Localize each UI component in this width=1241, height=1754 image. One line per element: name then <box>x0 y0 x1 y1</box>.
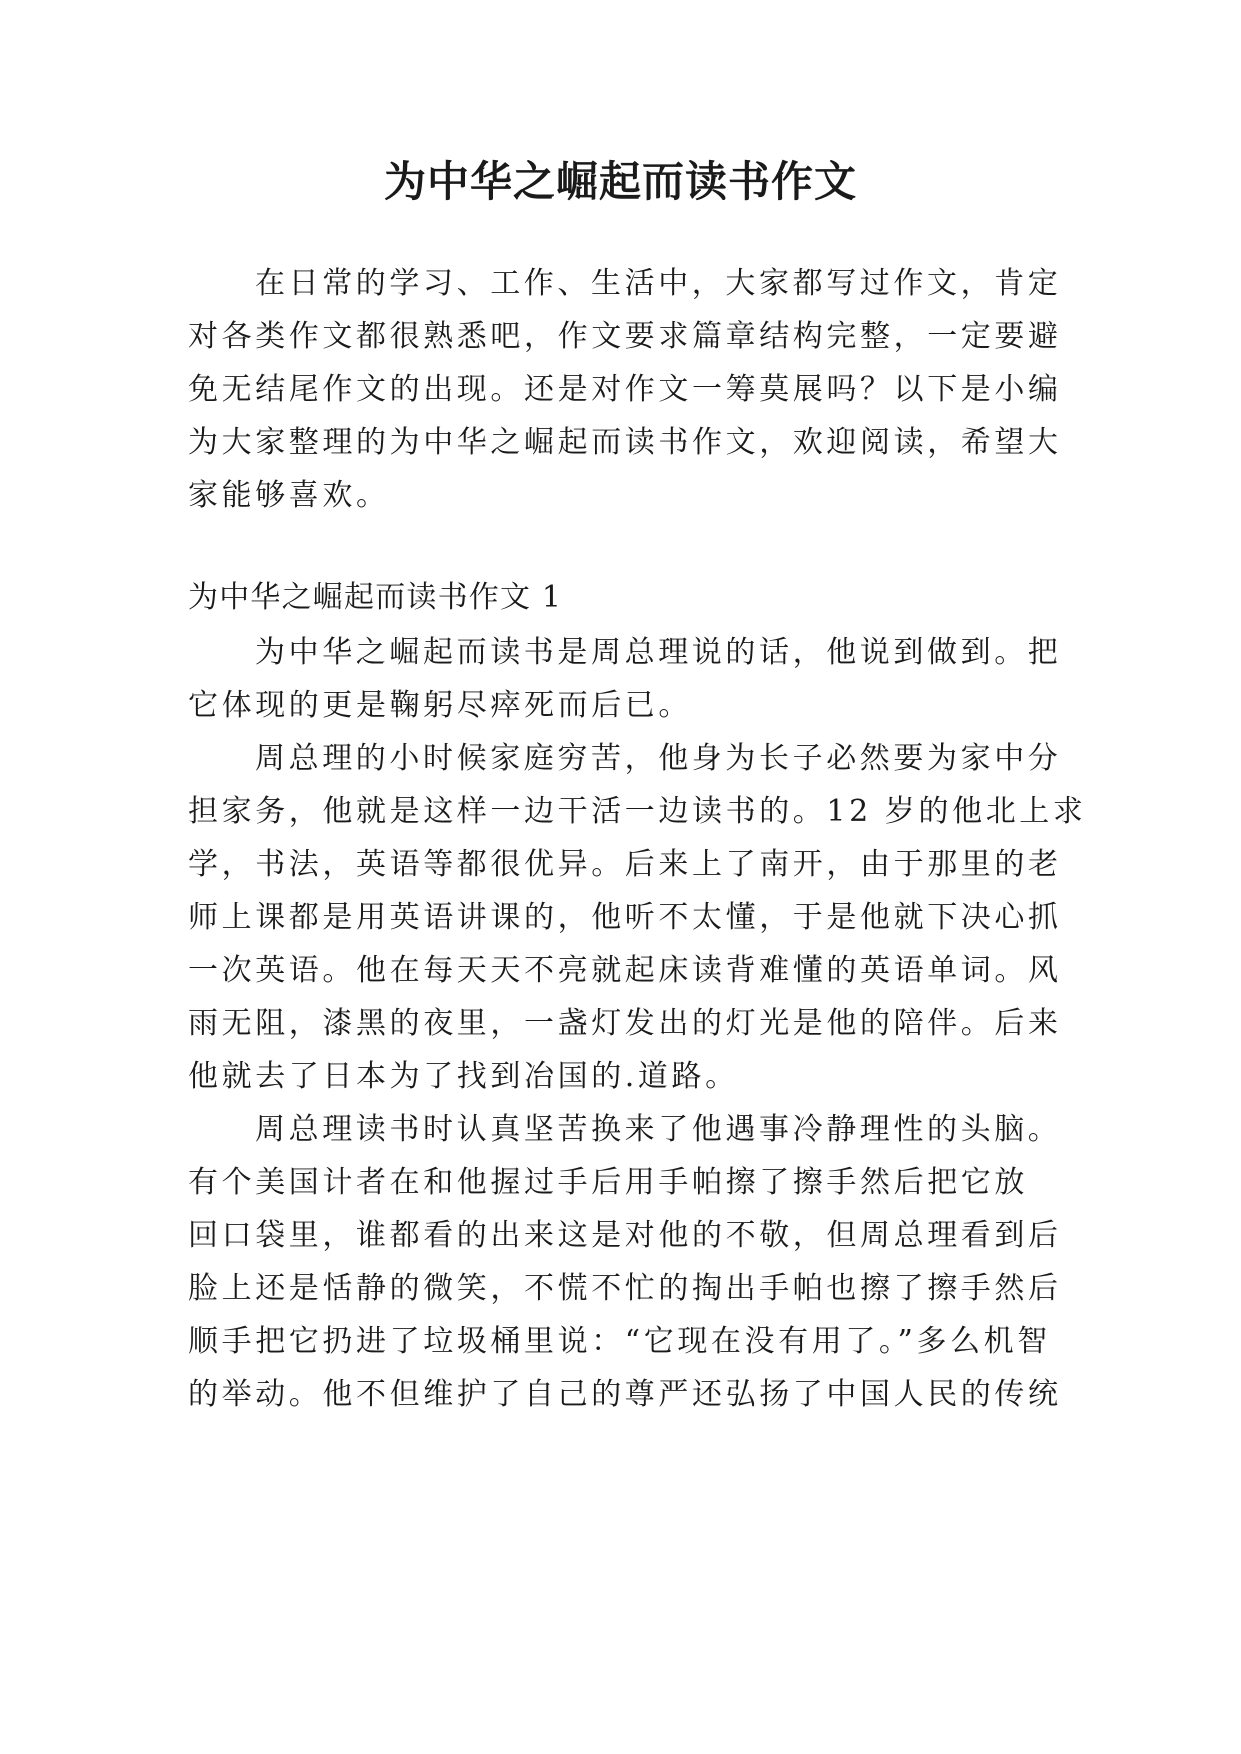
intro-line: 在日常的学习、工作、生活中，大家都写过作文，肯定 <box>255 266 1062 301</box>
body-line: 的举动。他不但维护了自己的尊严还弘扬了中国人民的传统 <box>188 1377 1062 1412</box>
intro-line: 免无结尾作文的出现。还是对作文一筹莫展吗？以下是小编 <box>188 372 1062 407</box>
body-line: 担家务，他就是这样一边干活一边读书的。12 岁的他北上求 <box>188 794 1087 829</box>
body-line: 它体现的更是鞠躬尽瘁死而后已。 <box>188 688 692 723</box>
body-line: 一次英语。他在每天天不亮就起床读背难懂的英语单词。风 <box>188 953 1062 988</box>
document-title: 为中华之崛起而读书作文 <box>383 157 857 206</box>
body-line: 周总理读书时认真坚苦换来了他遇事冷静理性的头脑。 <box>255 1112 1062 1147</box>
body-line: 顺手把它扔进了垃圾桶里说：“它现在没有用了。”多么机智 <box>188 1324 1051 1359</box>
body-line: 他就去了日本为了找到冶国的.道路。 <box>188 1059 739 1094</box>
intro-line: 对各类作文都很熟悉吧，作文要求篇章结构完整，一定要避 <box>188 319 1062 354</box>
body-line: 周总理的小时候家庭穷苦，他身为长子必然要为家中分 <box>255 741 1062 776</box>
body-line: 脸上还是恬静的微笑，不慌不忙的掏出手帕也擦了擦手然后 <box>188 1271 1062 1306</box>
body-line: 为中华之崛起而读书是周总理说的话，他说到做到。把 <box>255 635 1062 670</box>
body-line: 回口袋里，谁都看的出来这是对他的不敬，但周总理看到后 <box>188 1218 1062 1253</box>
section-heading: 为中华之崛起而读书作文 1 <box>188 580 563 615</box>
body-line: 雨无阻，漆黑的夜里，一盏灯发出的灯光是他的陪伴。后来 <box>188 1006 1062 1041</box>
body-line: 有个美国计者在和他握过手后用手帕擦了擦手然后把它放 <box>188 1165 1028 1200</box>
intro-line: 家能够喜欢。 <box>188 478 390 513</box>
body-line: 师上课都是用英语讲课的，他听不太懂，于是他就下决心抓 <box>188 900 1062 935</box>
body-line: 学，书法，英语等都很优异。后来上了南开，由于那里的老 <box>188 847 1062 882</box>
intro-line: 为大家整理的为中华之崛起而读书作文，欢迎阅读，希望大 <box>188 425 1062 460</box>
